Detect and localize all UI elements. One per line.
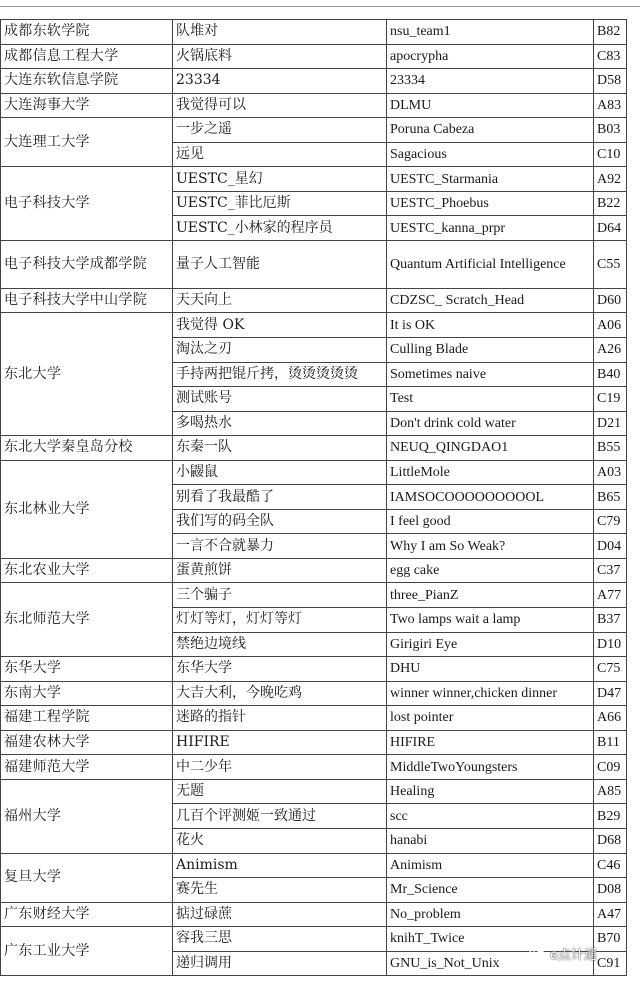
team-english-name-cell: DLMU (387, 93, 594, 118)
page-top-rule (0, 6, 640, 7)
school-name-cell: 东北大学秦皇岛分校 (1, 436, 173, 461)
table-row (1, 69, 627, 94)
table-row (1, 93, 627, 118)
school-name-cell: 福建工程学院 (1, 706, 173, 731)
seat-code-cell: B55 (594, 436, 627, 461)
school-name-cell: 大连海事大学 (1, 93, 173, 118)
team-chinese-name-cell: 几百个评测姬一致通过 (173, 804, 387, 829)
team-chinese-name-cell: UESTC_星幻 (173, 167, 387, 192)
school-name-cell: 广东财经大学 (1, 902, 173, 927)
team-chinese-name-cell: 小鼹鼠 (173, 460, 387, 485)
seat-code-cell: D21 (594, 411, 627, 436)
seat-code-cell: C91 (594, 951, 627, 976)
watermark (529, 944, 597, 963)
table-row (1, 779, 627, 804)
seat-code-cell: B29 (594, 804, 627, 829)
team-chinese-name-cell: 东华大学 (173, 657, 387, 682)
table-row (1, 902, 627, 927)
team-chinese-name-cell: 我们写的码全队 (173, 509, 387, 534)
team-chinese-name-cell: UESTC_菲比厄斯 (173, 191, 387, 216)
table-row (1, 706, 627, 731)
team-english-name-cell: LittleMole (387, 460, 594, 485)
team-chinese-name-cell: 灯灯等灯，灯灯等灯 (173, 608, 387, 633)
team-english-name-cell: I feel good (387, 509, 594, 534)
seat-code-cell: A83 (594, 93, 627, 118)
seat-code-cell: C55 (594, 240, 627, 288)
team-chinese-name-cell: 递归调用 (173, 951, 387, 976)
seat-code-cell: B22 (594, 191, 627, 216)
seat-code-cell: C75 (594, 657, 627, 682)
team-chinese-name-cell: 多喝热水 (173, 411, 387, 436)
team-chinese-name-cell: 一言不合就暴力 (173, 534, 387, 559)
team-chinese-name-cell: UESTC_小林家的程序员 (173, 216, 387, 241)
school-name-cell: 电子科技大学 (1, 167, 173, 241)
team-english-name-cell: nsu_team1 (387, 20, 594, 45)
seat-code-cell: C09 (594, 755, 627, 780)
seat-code-cell: C83 (594, 44, 627, 69)
school-name-cell: 电子科技大学成都学院 (1, 240, 173, 288)
team-english-name-cell: Mr_Science (387, 878, 594, 903)
team-chinese-name-cell: 一步之遥 (173, 118, 387, 143)
table-row (1, 167, 627, 192)
school-name-cell: 东华大学 (1, 657, 173, 682)
table-row (1, 730, 627, 755)
seat-code-cell: A85 (594, 779, 627, 804)
school-name-cell: 东北农业大学 (1, 558, 173, 583)
team-chinese-name-cell: 手持两把锟斤拷，烫烫烫烫烫 (173, 362, 387, 387)
table-row (1, 853, 627, 878)
team-chinese-name-cell: 别看了我最酷了 (173, 485, 387, 510)
seat-code-cell: D04 (594, 534, 627, 559)
seat-code-cell: B11 (594, 730, 627, 755)
team-english-name-cell: IAMSOCOOOOOOOOOL (387, 485, 594, 510)
seat-code-cell: A03 (594, 460, 627, 485)
school-name-cell: 大连东软信息学院 (1, 69, 173, 94)
team-english-name-cell: NEUQ_QINGDAO1 (387, 436, 594, 461)
team-english-name-cell: It is OK (387, 313, 594, 338)
school-name-cell: 东北师范大学 (1, 583, 173, 657)
team-english-name-cell: Sometimes naive (387, 362, 594, 387)
seat-code-cell: A26 (594, 338, 627, 363)
table-row (1, 755, 627, 780)
team-chinese-name-cell: 容我三思 (173, 927, 387, 952)
team-english-name-cell: three_PianZ (387, 583, 594, 608)
seat-code-cell: A66 (594, 706, 627, 731)
team-english-name-cell: CDZSC_ Scratch_Head (387, 288, 594, 313)
team-chinese-name-cell: 花火 (173, 828, 387, 853)
school-name-cell: 复旦大学 (1, 853, 173, 902)
team-chinese-name-cell: 淘汰之刃 (173, 338, 387, 363)
school-name-cell: 福建农林大学 (1, 730, 173, 755)
team-chinese-name-cell: 中二少年 (173, 755, 387, 780)
watermark-text: e点计通 (550, 948, 597, 963)
team-chinese-name-cell: 23334 (173, 69, 387, 94)
team-english-name-cell: GNU_is_Not_Unix (387, 951, 594, 976)
team-english-name-cell: egg cake (387, 558, 594, 583)
team-english-name-cell: Quantum Artificial Intelligence (387, 240, 594, 288)
seat-code-cell: D47 (594, 681, 627, 706)
school-name-cell: 成都东软学院 (1, 20, 173, 45)
team-chinese-name-cell: 测试账号 (173, 387, 387, 412)
team-chinese-name-cell: 东秦一队 (173, 436, 387, 461)
team-english-name-cell: No_problem (387, 902, 594, 927)
table-row (1, 657, 627, 682)
team-chinese-name-cell: 掂过碌蔗 (173, 902, 387, 927)
team-english-name-cell: apocrypha (387, 44, 594, 69)
team-roster-table (0, 19, 627, 976)
seat-code-cell: B40 (594, 362, 627, 387)
team-english-name-cell: UESTC_kanna_prpr (387, 216, 594, 241)
team-english-name-cell: 23334 (387, 69, 594, 94)
seat-code-cell: B03 (594, 118, 627, 143)
team-english-name-cell: Why I am So Weak? (387, 534, 594, 559)
seat-code-cell: C19 (594, 387, 627, 412)
table-row (1, 118, 627, 143)
team-english-name-cell: Healing (387, 779, 594, 804)
seat-code-cell: C79 (594, 509, 627, 534)
team-english-name-cell: Don't drink cold water (387, 411, 594, 436)
team-chinese-name-cell: 赛先生 (173, 878, 387, 903)
table-row (1, 558, 627, 583)
table-row (1, 44, 627, 69)
team-english-name-cell: Test (387, 387, 594, 412)
seat-code-cell: A47 (594, 902, 627, 927)
seat-code-cell: D68 (594, 828, 627, 853)
team-english-name-cell: MiddleTwoYoungsters (387, 755, 594, 780)
seat-code-cell: D10 (594, 632, 627, 657)
table-row (1, 313, 627, 338)
seat-code-cell: B82 (594, 20, 627, 45)
team-chinese-name-cell: 队堆对 (173, 20, 387, 45)
team-chinese-name-cell: 我觉得可以 (173, 93, 387, 118)
school-name-cell: 广东工业大学 (1, 927, 173, 976)
seat-code-cell: B65 (594, 485, 627, 510)
seat-code-cell: D60 (594, 288, 627, 313)
team-chinese-name-cell: 无题 (173, 779, 387, 804)
wechat-icon (529, 947, 547, 961)
school-name-cell: 东北林业大学 (1, 460, 173, 558)
team-english-name-cell: Poruna Cabeza (387, 118, 594, 143)
school-name-cell: 福州大学 (1, 779, 173, 853)
seat-code-cell: B70 (594, 927, 627, 952)
team-chinese-name-cell: 蛋黄煎饼 (173, 558, 387, 583)
team-chinese-name-cell: 我觉得 OK (173, 313, 387, 338)
team-english-name-cell: Two lamps wait a lamp (387, 608, 594, 633)
seat-code-cell: C37 (594, 558, 627, 583)
team-chinese-name-cell: 迷路的指针 (173, 706, 387, 731)
seat-code-cell: A92 (594, 167, 627, 192)
team-english-name-cell: scc (387, 804, 594, 829)
seat-code-cell: D58 (594, 69, 627, 94)
team-chinese-name-cell: 大吉大利，今晚吃鸡 (173, 681, 387, 706)
seat-code-cell: C46 (594, 853, 627, 878)
team-chinese-name-cell: 量子人工智能 (173, 240, 387, 288)
table-row (1, 436, 627, 461)
school-name-cell: 电子科技大学中山学院 (1, 288, 173, 313)
team-english-name-cell: UESTC_Starmania (387, 167, 594, 192)
team-chinese-name-cell: 火锅底料 (173, 44, 387, 69)
table-row (1, 583, 627, 608)
table-row (1, 20, 627, 45)
team-english-name-cell: lost pointer (387, 706, 594, 731)
team-chinese-name-cell: Animism (173, 853, 387, 878)
team-chinese-name-cell: 三个骗子 (173, 583, 387, 608)
table-row (1, 681, 627, 706)
team-chinese-name-cell: 禁绝边境线 (173, 632, 387, 657)
team-english-name-cell: UESTC_Phoebus (387, 191, 594, 216)
team-chinese-name-cell: 天天向上 (173, 288, 387, 313)
table-row (1, 460, 627, 485)
team-english-name-cell: Sagacious (387, 142, 594, 167)
table-row (1, 288, 627, 313)
seat-code-cell: B37 (594, 608, 627, 633)
team-english-name-cell: hanabi (387, 828, 594, 853)
team-english-name-cell: Animism (387, 853, 594, 878)
school-name-cell: 福建师范大学 (1, 755, 173, 780)
school-name-cell: 大连理工大学 (1, 118, 173, 167)
seat-code-cell: C10 (594, 142, 627, 167)
school-name-cell: 东南大学 (1, 681, 173, 706)
team-english-name-cell: Culling Blade (387, 338, 594, 363)
team-english-name-cell: knihT_Twice (387, 927, 594, 952)
team-english-name-cell: Girigiri Eye (387, 632, 594, 657)
seat-code-cell: A06 (594, 313, 627, 338)
school-name-cell: 东北大学 (1, 313, 173, 436)
team-english-name-cell: DHU (387, 657, 594, 682)
team-english-name-cell: HIFIRE (387, 730, 594, 755)
team-chinese-name-cell: HIFIRE (173, 730, 387, 755)
seat-code-cell: D08 (594, 878, 627, 903)
team-chinese-name-cell: 远见 (173, 142, 387, 167)
seat-code-cell: A77 (594, 583, 627, 608)
school-name-cell: 成都信息工程大学 (1, 44, 173, 69)
team-english-name-cell: winner winner,chicken dinner (387, 681, 594, 706)
seat-code-cell: D64 (594, 216, 627, 241)
table-row (1, 240, 627, 288)
